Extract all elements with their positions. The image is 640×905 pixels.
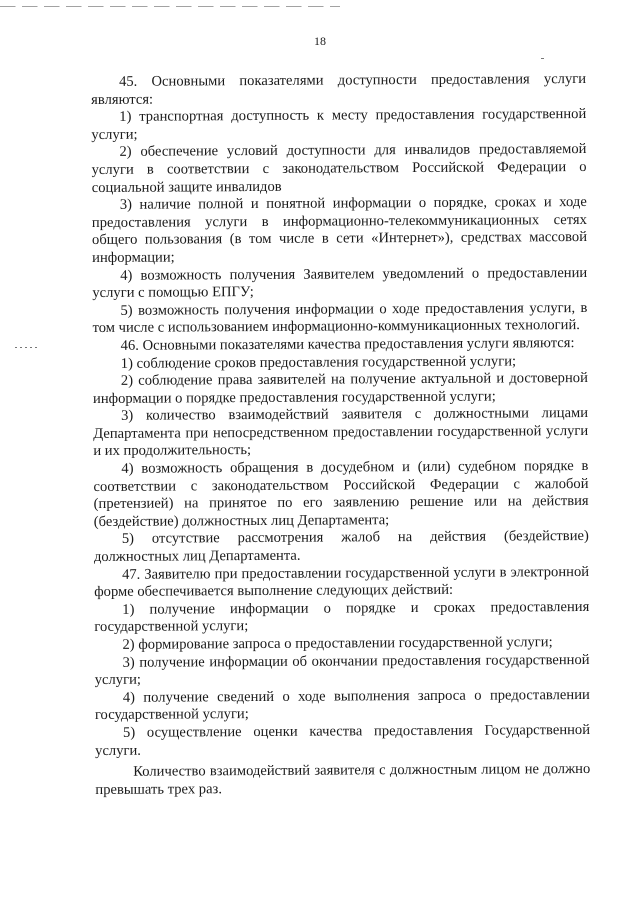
list-item-45-1: 1) транспортная доступность к месту предоставления государственной услуги; (91, 106, 587, 143)
closing-note: Количество взаимодействий заявителя с должностным лицом не должно превышать трех раз. (95, 761, 591, 798)
list-item-45-5: 5) возможность получения информации о ходе предоставления услуги, в том числе с использованием информационно-коммуникационных технологий. (92, 299, 588, 337)
list-item-45-3: 3) наличие полной и понятной информации о порядке, сроках и ходе предоставления услуги в информационно-телекоммуникационных сетях общего пользования (в том числе в сети «Интернет»), средствах массовой информации; (91, 194, 588, 266)
paragraph-45: 45. Основными показателями доступности предоставления услуги являются: (91, 70, 587, 108)
list-item-46-4: 4) возможность обращения в досудебном и (или) судебном порядке в соответствии с законодательством Российской Федерации с жалобой (претензией) на принятое по его заявлению решение или на действия (бездействие) должностных лиц Департамента; (93, 458, 589, 530)
paragraph-46: 46. Основными показателями качества предоставления услуги являются: (120, 334, 575, 354)
list-item-46-3: 3) количество взаимодействий заявителя с должностными лицами Департамента при непосредственном предоставлении государственной услуги и их продолжительность; (93, 405, 589, 460)
scan-artifact-left (15, 347, 37, 348)
list-item-46-5: 5) отсутствие рассмотрения жалоб на действия (бездействие) должностных лиц Департамента. (93, 528, 589, 566)
list-item-47-4: 4) получение сведений о ходе выполнения запроса о предоставлении государственной услуги; (94, 686, 590, 724)
document-body (91, 71, 590, 799)
page-number: 18 (314, 34, 326, 48)
list-item-47-3: 3) получение информации об окончании предоставления государственной услуги; (94, 651, 590, 689)
list-item-46-1: 1) соблюдение сроков предоставления государственной услуги; (120, 352, 517, 372)
list-item-47-5: 5) осуществление оценки качества предоставления Государственной услуги. (95, 721, 591, 759)
scan-artifact-mark (541, 58, 544, 59)
scan-artifact-top (0, 6, 340, 7)
list-item-45-2: 2) обеспечение условий доступности для инвалидов предоставляемой услуги в соответствии с законодательством Российской Федерации о социальной защите инвалидов (91, 141, 587, 196)
list-item-45-4: 4) возможность получения Заявителем уведомлений о предоставлении услуги с помощью ЕПГУ; (92, 264, 588, 302)
list-item-47-2: 2) формирование запроса о предоставлении государственной услуги; (122, 634, 553, 653)
paragraph-47: 47. Заявителю при предоставлении государственной услуги в электронной форме обеспечивается выполнение следующих действий: (94, 563, 590, 601)
list-item-46-2: 2) соблюдение права заявителей на получение актуальной и достоверной информации о порядке предоставления государственной услуги; (92, 370, 588, 407)
list-item-47-1: 1) получение информации о порядке и сроках предоставления государственной услуги; (94, 598, 590, 636)
